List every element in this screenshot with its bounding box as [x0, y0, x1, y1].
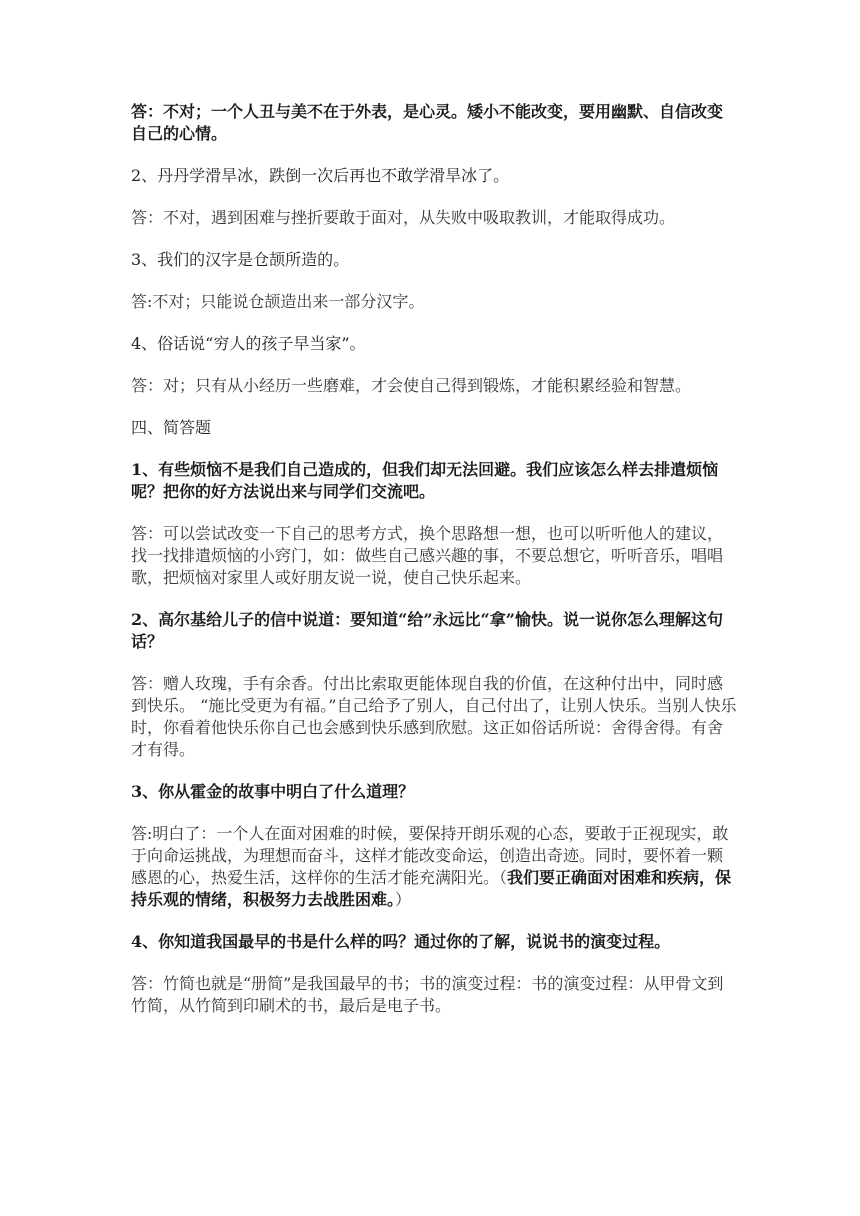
- question-paragraph: [131, 609, 738, 653]
- question-paragraph: [131, 165, 738, 187]
- section-heading: [131, 417, 738, 439]
- answer-paragraph: [131, 673, 738, 761]
- question-text: 3、我们的汉字是仓颉所造的。: [131, 250, 350, 269]
- answer-text: 答：不对；一个人丑与美不在于外表，是心灵。矮小不能改变，要用幽默、自信改变自己的心情。: [131, 102, 724, 143]
- question-paragraph: [131, 249, 738, 271]
- question-paragraph: [131, 459, 738, 503]
- question-text: 3、你从霍金的故事中明白了什么道理？: [131, 782, 415, 801]
- question-text: 2、丹丹学滑旱冰，跌倒一次后再也不敢学滑旱冰了。: [131, 166, 510, 185]
- answer-paragraph: [131, 375, 738, 397]
- answer-emphasis-text: 我们要正确面对困难和疾病，保持乐观的情绪，积极努力去战胜困难。: [131, 868, 732, 909]
- answer-text-end: ）: [395, 890, 412, 909]
- answer-text: 答：可以尝试改变一下自己的思考方式，换个思路想一想，也可以听听他人的建议，找一找排遣烦恼的小窍门，如：做些自己感兴趣的事，不要总想它，听听音乐，唱唱歌，把烦恼对家里人或好朋友说一说，使自己快乐起来。: [131, 524, 724, 587]
- question-paragraph: [131, 931, 738, 953]
- answer-paragraph: [131, 973, 738, 1017]
- answer-text: 答:明白了：一个人在面对困难的时候，要保持开朗乐观的心态，要敢于正视现实，敢于向命运挑战，为理想而奋斗，这样才能改变命运，创造出奇迹。同时，要怀着一颗感恩的心，热爱生活，这样你的生活才能充满阳光。（: [131, 824, 729, 887]
- question-text: 1、有些烦恼不是我们自己造成的，但我们却无法回避。我们应该怎么样去排遣烦恼呢？把你的好方法说出来与同学们交流吧。: [131, 460, 719, 501]
- section-heading-text: 四、简答题: [131, 418, 212, 437]
- answer-text: 答:不对；只能说仓颉造出来一部分汉字。: [131, 292, 425, 311]
- answer-paragraph: [131, 291, 738, 313]
- answer-text: 答：竹简也就是“册简”是我国最早的书；书的演变过程：书的演变过程：从甲骨文到竹简，从竹简到印刷术的书，最后是电子书。: [131, 974, 724, 1015]
- question-paragraph: [131, 333, 738, 355]
- answer-text: 答：不对，遇到困难与挫折要敢于面对，从失败中吸取教训，才能取得成功。: [131, 208, 676, 227]
- answer-paragraph: [131, 523, 738, 589]
- answer-text: 答：赠人玫瑰，手有余香。付出比索取更能体现自我的价值，在这种付出中，同时感到快乐。 “施比受更为有福。”自己给予了别人，自己付出了，让别人快乐。当别人快乐时，你看着他快乐你自己也会感到快乐感到欣慰。这正如俗话所说：舍得舍得。有舍才有得。: [131, 674, 737, 759]
- question-text: 4、俗话说“穷人的孩子早当家”。: [131, 334, 366, 353]
- answer-text: 答：对；只有从小经历一些磨难，才会使自己得到锻炼，才能积累经验和智慧。: [131, 376, 692, 395]
- answer-paragraph: [131, 101, 738, 145]
- answer-paragraph: [131, 207, 738, 229]
- question-paragraph: [131, 781, 738, 803]
- answer-paragraph: [131, 823, 738, 911]
- question-text: 4、你知道我国最早的书是什么样的吗？通过你的了解，说说书的演变过程。: [131, 932, 671, 951]
- question-text: 2、高尔基给儿子的信中说道：要知道“给”永远比“拿”愉快。说一说你怎么理解这句话？: [131, 610, 723, 651]
